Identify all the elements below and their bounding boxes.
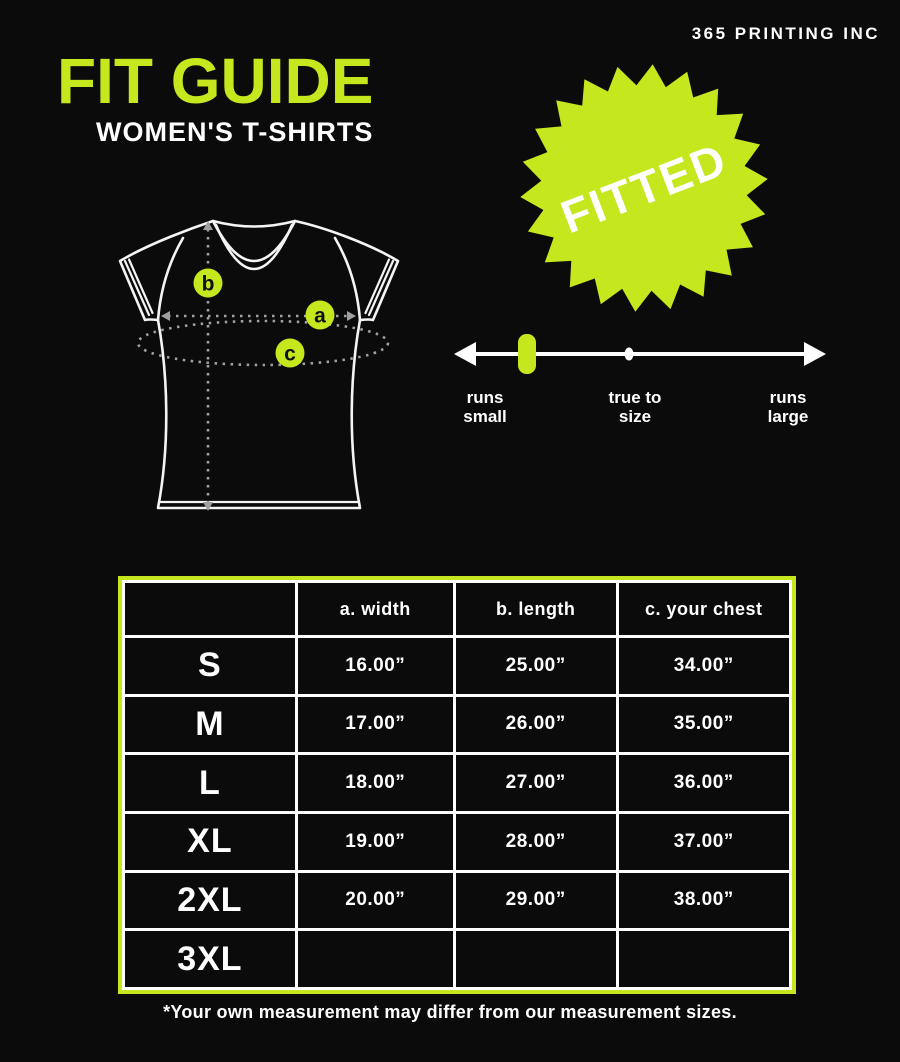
table-row bbox=[124, 695, 791, 754]
table-row bbox=[124, 754, 791, 813]
chest-value: 34.00” bbox=[617, 637, 790, 696]
marker-c-letter: c bbox=[284, 342, 296, 366]
right-arrow-icon bbox=[804, 342, 826, 366]
page-title: FIT GUIDE bbox=[57, 45, 374, 117]
down-arrow-icon bbox=[203, 502, 213, 511]
size-label: 3XL bbox=[124, 930, 297, 989]
length-value: 26.00” bbox=[454, 695, 617, 754]
fitted-badge-label: FITTED bbox=[553, 132, 735, 244]
table-header-row bbox=[124, 582, 791, 637]
scale-label-runs-small: runs small bbox=[463, 388, 507, 426]
width-value bbox=[296, 930, 454, 989]
table-row bbox=[124, 637, 791, 696]
length-value: 29.00” bbox=[454, 871, 617, 930]
page-heading bbox=[57, 45, 374, 148]
length-value: 28.00” bbox=[454, 812, 617, 871]
length-value: 25.00” bbox=[454, 637, 617, 696]
width-value: 16.00” bbox=[296, 637, 454, 696]
scale-label-true-to-size: true to size bbox=[608, 388, 662, 426]
width-value: 20.00” bbox=[296, 871, 454, 930]
right-arrow-icon bbox=[347, 311, 356, 321]
marker-a-letter: a bbox=[314, 304, 326, 328]
size-table bbox=[118, 576, 796, 994]
chest-value bbox=[617, 930, 790, 989]
fit-scale-axis bbox=[450, 325, 830, 383]
fit-marker bbox=[518, 334, 536, 374]
size-label: M bbox=[124, 695, 297, 754]
chest-measure-ellipse bbox=[138, 321, 388, 365]
header-width: a. width bbox=[296, 582, 454, 637]
marker-b-letter: b bbox=[201, 272, 215, 296]
fitted-badge bbox=[509, 60, 779, 316]
size-label: S bbox=[124, 637, 297, 696]
tshirt-outline-icon bbox=[110, 205, 410, 515]
width-value: 17.00” bbox=[296, 695, 454, 754]
measurement-disclaimer: *Your own measurement may differ from our measurement sizes. bbox=[163, 1002, 737, 1022]
header-chest: c. your chest bbox=[617, 582, 790, 637]
header-length: b. length bbox=[454, 582, 617, 637]
table-row bbox=[124, 930, 791, 989]
fit-scale bbox=[450, 325, 830, 383]
chest-value: 37.00” bbox=[617, 812, 790, 871]
length-value bbox=[454, 930, 617, 989]
width-value: 19.00” bbox=[296, 812, 454, 871]
chest-value: 35.00” bbox=[617, 695, 790, 754]
tshirt-diagram bbox=[110, 205, 410, 515]
starburst-icon bbox=[509, 60, 779, 316]
width-value: 18.00” bbox=[296, 754, 454, 813]
left-arrow-icon bbox=[161, 311, 170, 321]
chest-value: 38.00” bbox=[617, 871, 790, 930]
header-empty bbox=[124, 582, 297, 637]
table-row bbox=[124, 871, 791, 930]
length-value: 27.00” bbox=[454, 754, 617, 813]
table-row bbox=[124, 812, 791, 871]
page-subtitle: WOMEN'S T-SHIRTS bbox=[96, 117, 374, 148]
true-to-size-tick bbox=[625, 348, 634, 361]
size-label: 2XL bbox=[124, 871, 297, 930]
left-arrow-icon bbox=[454, 342, 476, 366]
chest-value: 36.00” bbox=[617, 754, 790, 813]
brand-name: 365 PRINTING INC bbox=[691, 24, 880, 43]
size-label: L bbox=[124, 754, 297, 813]
scale-label-runs-large: runs large bbox=[767, 388, 809, 426]
size-label: XL bbox=[124, 812, 297, 871]
